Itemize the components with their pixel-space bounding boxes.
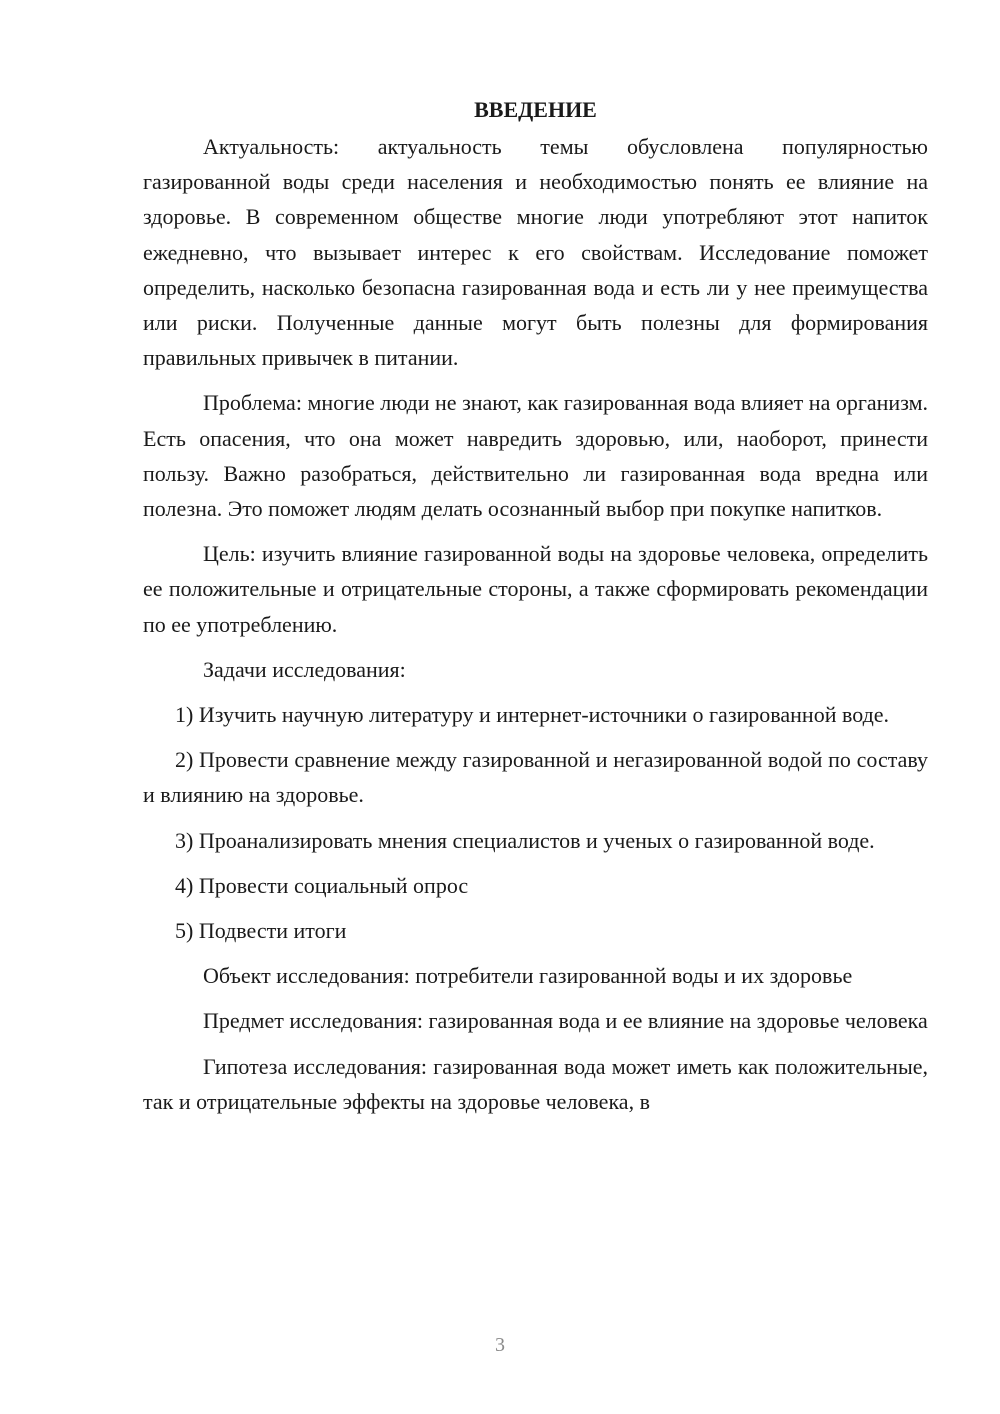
paragraph-object: Объект исследования: потребители газированной воды и их здоровье	[203, 963, 853, 989]
task-item-1: 1) Изучить научную литературу и интернет-источники о газированной воде.	[175, 702, 890, 728]
paragraph-subject: Предмет исследования: газированная вода и ее влияние на здоровье человека	[203, 1008, 928, 1034]
task-item-4: 4) Провести социальный опрос	[175, 872, 469, 898]
task-item-3: 3) Проанализировать мнения специалистов и ученых о газированной воде.	[175, 827, 875, 853]
document-page	[143, 92, 928, 1129]
task-item-2: 2) Провести сравнение между газированной и негазированной водой по составу и влиянию на здоровье.	[143, 747, 928, 808]
paragraph-problem: Проблема: многие люди не знают, как газированная вода влияет на организм. Есть опасения, что она может навредить здоровью, или, наоборот, принести пользу. Важно разобраться, действительно ли газированная вода вредна или полезна. Это поможет людям делать осознанный выбор при покупке напитков.	[143, 390, 928, 522]
page-number: 3	[495, 1334, 505, 1356]
paragraph-tasks-title: Задачи исследования:	[203, 656, 406, 682]
paragraph-hypothesis: Гипотеза исследования: газированная вода может иметь как положительные, так и отрицательные эффекты на здоровье человека, в	[143, 1053, 928, 1114]
paragraph-relevance: Актуальность: актуальность темы обусловлена популярностью газированной воды среди населения и необходимостью понять ее влияние на здоровье. В современном обществе многие люди употребляют этот напиток ежедневно, что вызывает интерес к его свойствам. Исследование поможет определить, насколько безопасна газированная вода и есть ли у нее преимущества или риски. Полученные данные могут быть полезны для формирования правильных привычек в питании.	[143, 134, 928, 371]
paragraph-goal: Цель: изучить влияние газированной воды на здоровье человека, определить ее положительные и отрицательные стороны, а также сформировать рекомендации по ее употреблению.	[143, 541, 928, 637]
section-heading: ВВЕДЕНИЕ	[474, 97, 597, 122]
task-item-5: 5) Подвести итоги	[175, 918, 347, 944]
